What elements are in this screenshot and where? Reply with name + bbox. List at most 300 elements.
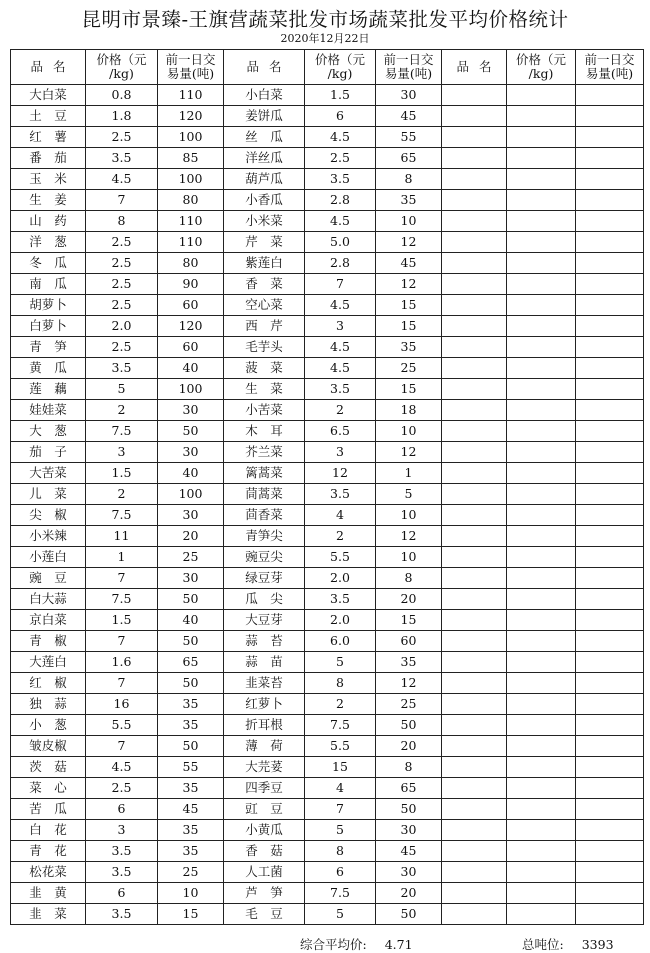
- cell-price: 2.5: [86, 274, 158, 295]
- cell-volume: 50: [376, 715, 442, 736]
- cell-price: 5.0: [305, 232, 376, 253]
- cell-price: 5: [305, 820, 376, 841]
- cell-name: 小苦菜: [224, 400, 305, 421]
- cell-volume: 8: [376, 757, 442, 778]
- cell-volume: 60: [376, 631, 442, 652]
- cell-volume: 50: [376, 904, 442, 925]
- cell-volume: 50: [158, 631, 224, 652]
- cell-empty: [507, 379, 576, 400]
- cell-empty: [442, 673, 507, 694]
- table-row: [11, 526, 644, 547]
- cell-empty: [576, 547, 644, 568]
- cell-price: 4.5: [305, 295, 376, 316]
- table-row: [11, 106, 644, 127]
- cell-name: 大苦菜: [11, 463, 86, 484]
- cell-empty: [442, 358, 507, 379]
- cell-volume: 40: [158, 610, 224, 631]
- cell-empty: [442, 421, 507, 442]
- cell-empty: [507, 778, 576, 799]
- cell-empty: [442, 253, 507, 274]
- cell-empty: [507, 610, 576, 631]
- cell-name: 四季豆: [224, 778, 305, 799]
- cell-volume: 15: [376, 295, 442, 316]
- cell-volume: 8: [376, 568, 442, 589]
- table-row: [11, 820, 644, 841]
- header-row: [11, 50, 644, 85]
- cell-volume: 50: [158, 421, 224, 442]
- cell-price: 2.5: [86, 127, 158, 148]
- cell-volume: 45: [376, 253, 442, 274]
- cell-name: 韭 黄: [11, 883, 86, 904]
- cell-name: 大白菜: [11, 85, 86, 106]
- price-table: [10, 49, 644, 925]
- cell-empty: [442, 610, 507, 631]
- cell-name: 芹 菜: [224, 232, 305, 253]
- cell-name: 土 豆: [11, 106, 86, 127]
- cell-name: 大 葱: [11, 421, 86, 442]
- cell-name: 篱蒿菜: [224, 463, 305, 484]
- cell-volume: 35: [376, 190, 442, 211]
- cell-empty: [576, 505, 644, 526]
- cell-empty: [442, 715, 507, 736]
- cell-name: 小米菜: [224, 211, 305, 232]
- cell-empty: [507, 694, 576, 715]
- cell-price: 7.5: [305, 715, 376, 736]
- cell-name: 儿 菜: [11, 484, 86, 505]
- cell-name: 白 花: [11, 820, 86, 841]
- cell-volume: 1: [376, 463, 442, 484]
- cell-name: 小香瓜: [224, 190, 305, 211]
- cell-empty: [576, 169, 644, 190]
- cell-name: 大豆芽: [224, 610, 305, 631]
- cell-volume: 10: [158, 883, 224, 904]
- table-row: [11, 421, 644, 442]
- cell-name: 青 花: [11, 841, 86, 862]
- cell-volume: 12: [376, 232, 442, 253]
- cell-empty: [576, 694, 644, 715]
- cell-empty: [576, 127, 644, 148]
- cell-empty: [576, 442, 644, 463]
- cell-name: 人工菌: [224, 862, 305, 883]
- cell-price: 2.5: [305, 148, 376, 169]
- cell-volume: 8: [376, 169, 442, 190]
- cell-volume: 12: [376, 526, 442, 547]
- cell-name: 薄 荷: [224, 736, 305, 757]
- cell-empty: [576, 610, 644, 631]
- cell-name: 南 瓜: [11, 274, 86, 295]
- cell-price: 4.5: [305, 127, 376, 148]
- cell-name: 洋丝瓜: [224, 148, 305, 169]
- cell-empty: [507, 442, 576, 463]
- cell-empty: [507, 421, 576, 442]
- cell-empty: [576, 253, 644, 274]
- cell-volume: 35: [158, 715, 224, 736]
- cell-price: 6.0: [305, 631, 376, 652]
- cell-name: 豇 豆: [224, 799, 305, 820]
- cell-empty: [507, 505, 576, 526]
- cell-volume: 15: [376, 316, 442, 337]
- cell-empty: [507, 148, 576, 169]
- cell-price: 2: [305, 694, 376, 715]
- cell-volume: 20: [376, 883, 442, 904]
- cell-empty: [576, 85, 644, 106]
- cell-name: 小米辣: [11, 526, 86, 547]
- cell-empty: [576, 862, 644, 883]
- cell-name: 折耳根: [224, 715, 305, 736]
- cell-empty: [576, 820, 644, 841]
- cell-name: 小 葱: [11, 715, 86, 736]
- cell-price: 3.5: [86, 358, 158, 379]
- cell-empty: [442, 778, 507, 799]
- cell-name: 菠 菜: [224, 358, 305, 379]
- cell-empty: [507, 463, 576, 484]
- table-row: [11, 442, 644, 463]
- cell-price: 7: [305, 799, 376, 820]
- cell-volume: 35: [158, 820, 224, 841]
- cell-name: 豌 豆: [11, 568, 86, 589]
- cell-name: 尖 椒: [11, 505, 86, 526]
- table-row: [11, 316, 644, 337]
- cell-empty: [507, 883, 576, 904]
- table-row: [11, 505, 644, 526]
- cell-name: 韭菜苔: [224, 673, 305, 694]
- cell-name: 青 椒: [11, 631, 86, 652]
- cell-empty: [442, 148, 507, 169]
- cell-price: 5.5: [305, 547, 376, 568]
- cell-empty: [576, 631, 644, 652]
- cell-name: 茴香菜: [224, 505, 305, 526]
- cell-price: 6: [305, 862, 376, 883]
- table-row: [11, 484, 644, 505]
- table-row: [11, 715, 644, 736]
- cell-volume: 100: [158, 127, 224, 148]
- cell-name: 西 芹: [224, 316, 305, 337]
- cell-empty: [507, 253, 576, 274]
- cell-empty: [507, 799, 576, 820]
- cell-price: 1.5: [86, 610, 158, 631]
- cell-name: 瓜 尖: [224, 589, 305, 610]
- table-row: [11, 694, 644, 715]
- cell-empty: [507, 736, 576, 757]
- cell-volume: 45: [376, 106, 442, 127]
- cell-price: 5: [86, 379, 158, 400]
- cell-price: 7.5: [86, 505, 158, 526]
- cell-price: 2.0: [305, 568, 376, 589]
- table-row: [11, 190, 644, 211]
- table-row: [11, 673, 644, 694]
- cell-empty: [442, 379, 507, 400]
- cell-volume: 30: [158, 568, 224, 589]
- cell-name: 茄 子: [11, 442, 86, 463]
- cell-empty: [507, 862, 576, 883]
- cell-volume: 35: [158, 841, 224, 862]
- cell-empty: [507, 568, 576, 589]
- cell-empty: [576, 589, 644, 610]
- cell-price: 1.8: [86, 106, 158, 127]
- cell-empty: [507, 841, 576, 862]
- average-price-label: 综合平均价:: [300, 937, 367, 952]
- cell-price: 8: [305, 673, 376, 694]
- cell-volume: 35: [158, 694, 224, 715]
- header-name: 品名: [442, 50, 507, 85]
- table-row: [11, 883, 644, 904]
- table-body: [11, 85, 644, 925]
- cell-empty: [442, 568, 507, 589]
- cell-empty: [507, 631, 576, 652]
- cell-name: 胡萝卜: [11, 295, 86, 316]
- cell-name: 皱皮椒: [11, 736, 86, 757]
- table-row: [11, 799, 644, 820]
- cell-volume: 30: [376, 85, 442, 106]
- cell-empty: [442, 799, 507, 820]
- cell-name: 玉 米: [11, 169, 86, 190]
- table-row: [11, 253, 644, 274]
- cell-price: 2.0: [86, 316, 158, 337]
- cell-volume: 35: [376, 652, 442, 673]
- cell-empty: [442, 883, 507, 904]
- total-tonnage-label: 总吨位:: [522, 937, 564, 952]
- cell-empty: [442, 316, 507, 337]
- cell-empty: [442, 190, 507, 211]
- cell-empty: [576, 904, 644, 925]
- cell-volume: 90: [158, 274, 224, 295]
- cell-empty: [507, 526, 576, 547]
- cell-empty: [576, 337, 644, 358]
- table-row: [11, 169, 644, 190]
- cell-volume: 30: [376, 862, 442, 883]
- cell-name: 洋 葱: [11, 232, 86, 253]
- cell-empty: [442, 841, 507, 862]
- cell-price: 4: [305, 505, 376, 526]
- cell-empty: [442, 757, 507, 778]
- cell-price: 5.5: [86, 715, 158, 736]
- table-row: [11, 589, 644, 610]
- cell-volume: 12: [376, 673, 442, 694]
- cell-price: 3: [305, 442, 376, 463]
- cell-price: 2.8: [305, 190, 376, 211]
- cell-name: 青 笋: [11, 337, 86, 358]
- cell-empty: [576, 421, 644, 442]
- cell-empty: [442, 463, 507, 484]
- header-price: 价格（元 /kg): [305, 50, 376, 85]
- cell-price: 3.5: [86, 904, 158, 925]
- cell-volume: 35: [158, 778, 224, 799]
- cell-volume: 45: [158, 799, 224, 820]
- cell-price: 2: [305, 526, 376, 547]
- cell-empty: [507, 295, 576, 316]
- cell-empty: [442, 274, 507, 295]
- cell-name: 葫芦瓜: [224, 169, 305, 190]
- table-row: [11, 211, 644, 232]
- table-row: [11, 85, 644, 106]
- cell-empty: [576, 715, 644, 736]
- table-row: [11, 841, 644, 862]
- cell-volume: 40: [158, 358, 224, 379]
- cell-name: 生 菜: [224, 379, 305, 400]
- cell-name: 芥兰菜: [224, 442, 305, 463]
- cell-volume: 100: [158, 169, 224, 190]
- cell-price: 1.6: [86, 652, 158, 673]
- cell-empty: [442, 547, 507, 568]
- cell-name: 茨 菇: [11, 757, 86, 778]
- header-volume: 前一日交 易量(吨): [376, 50, 442, 85]
- cell-empty: [576, 673, 644, 694]
- cell-price: 7.5: [86, 589, 158, 610]
- cell-price: 6: [305, 106, 376, 127]
- cell-empty: [576, 232, 644, 253]
- cell-empty: [442, 820, 507, 841]
- cell-empty: [507, 85, 576, 106]
- cell-name: 蒜 苗: [224, 652, 305, 673]
- cell-empty: [507, 169, 576, 190]
- cell-price: 7.5: [305, 883, 376, 904]
- cell-price: 3: [86, 820, 158, 841]
- cell-volume: 10: [376, 421, 442, 442]
- table-row: [11, 127, 644, 148]
- cell-price: 7: [305, 274, 376, 295]
- cell-name: 红萝卜: [224, 694, 305, 715]
- cell-empty: [442, 526, 507, 547]
- cell-price: 15: [305, 757, 376, 778]
- cell-empty: [507, 316, 576, 337]
- cell-volume: 10: [376, 211, 442, 232]
- cell-empty: [507, 820, 576, 841]
- cell-volume: 80: [158, 253, 224, 274]
- cell-price: 4.5: [305, 211, 376, 232]
- cell-name: 松花菜: [11, 862, 86, 883]
- cell-empty: [507, 589, 576, 610]
- cell-name: 毛 豆: [224, 904, 305, 925]
- cell-name: 苦 瓜: [11, 799, 86, 820]
- cell-name: 茼蒿菜: [224, 484, 305, 505]
- cell-volume: 120: [158, 106, 224, 127]
- cell-volume: 65: [376, 778, 442, 799]
- cell-price: 2: [305, 400, 376, 421]
- cell-name: 京白菜: [11, 610, 86, 631]
- cell-empty: [576, 736, 644, 757]
- cell-volume: 25: [376, 694, 442, 715]
- cell-volume: 100: [158, 484, 224, 505]
- cell-price: 2: [86, 484, 158, 505]
- cell-name: 芦 笋: [224, 883, 305, 904]
- cell-name: 蒜 苔: [224, 631, 305, 652]
- header-price: 价格（元 /kg): [507, 50, 576, 85]
- table-row: [11, 337, 644, 358]
- table-row: [11, 274, 644, 295]
- cell-volume: 30: [158, 442, 224, 463]
- cell-price: 6: [86, 799, 158, 820]
- cell-empty: [507, 652, 576, 673]
- cell-empty: [507, 232, 576, 253]
- cell-price: 1.5: [305, 85, 376, 106]
- cell-price: 2.5: [86, 232, 158, 253]
- table-row: [11, 610, 644, 631]
- cell-price: 2.5: [86, 253, 158, 274]
- cell-volume: 10: [376, 505, 442, 526]
- cell-volume: 20: [376, 589, 442, 610]
- table-row: [11, 736, 644, 757]
- cell-price: 5.5: [305, 736, 376, 757]
- cell-volume: 20: [376, 736, 442, 757]
- cell-empty: [576, 526, 644, 547]
- cell-empty: [576, 799, 644, 820]
- cell-price: 3.5: [305, 484, 376, 505]
- cell-empty: [576, 295, 644, 316]
- cell-price: 16: [86, 694, 158, 715]
- cell-empty: [442, 862, 507, 883]
- cell-name: 白萝卜: [11, 316, 86, 337]
- report-date: 2020年12月22日: [280, 32, 370, 45]
- cell-volume: 50: [376, 799, 442, 820]
- table-row: [11, 379, 644, 400]
- cell-volume: 5: [376, 484, 442, 505]
- cell-empty: [442, 106, 507, 127]
- cell-price: 6: [86, 883, 158, 904]
- cell-empty: [576, 841, 644, 862]
- table-row: [11, 358, 644, 379]
- cell-volume: 50: [158, 736, 224, 757]
- table-row: [11, 757, 644, 778]
- cell-name: 莲 藕: [11, 379, 86, 400]
- cell-price: 8: [86, 211, 158, 232]
- cell-volume: 50: [158, 589, 224, 610]
- cell-price: 3.5: [305, 589, 376, 610]
- cell-volume: 65: [158, 652, 224, 673]
- cell-price: 6.5: [305, 421, 376, 442]
- cell-name: 丝 瓜: [224, 127, 305, 148]
- cell-volume: 60: [158, 337, 224, 358]
- table-row: [11, 463, 644, 484]
- cell-volume: 45: [376, 841, 442, 862]
- cell-name: 红 椒: [11, 673, 86, 694]
- total-tonnage-value: 3393: [581, 937, 614, 952]
- cell-price: 3.5: [86, 862, 158, 883]
- cell-volume: 110: [158, 85, 224, 106]
- cell-empty: [442, 484, 507, 505]
- cell-empty: [507, 358, 576, 379]
- cell-empty: [442, 589, 507, 610]
- cell-price: 2.5: [86, 295, 158, 316]
- table-row: [11, 295, 644, 316]
- cell-empty: [442, 652, 507, 673]
- cell-price: 8: [305, 841, 376, 862]
- table-row: [11, 148, 644, 169]
- cell-volume: 30: [158, 505, 224, 526]
- cell-empty: [442, 127, 507, 148]
- table-row: [11, 232, 644, 253]
- cell-empty: [442, 694, 507, 715]
- cell-volume: 15: [158, 904, 224, 925]
- cell-name: 独 蒜: [11, 694, 86, 715]
- cell-volume: 80: [158, 190, 224, 211]
- cell-volume: 18: [376, 400, 442, 421]
- cell-name: 韭 菜: [11, 904, 86, 925]
- cell-empty: [507, 274, 576, 295]
- cell-volume: 65: [376, 148, 442, 169]
- cell-name: 冬 瓜: [11, 253, 86, 274]
- cell-empty: [442, 400, 507, 421]
- cell-name: 大莲白: [11, 652, 86, 673]
- cell-empty: [576, 379, 644, 400]
- cell-name: 木 耳: [224, 421, 305, 442]
- cell-volume: 10: [376, 547, 442, 568]
- cell-price: 3.5: [305, 379, 376, 400]
- cell-price: 7: [86, 736, 158, 757]
- cell-volume: 25: [158, 862, 224, 883]
- cell-volume: 15: [376, 379, 442, 400]
- cell-name: 豌豆尖: [224, 547, 305, 568]
- cell-empty: [507, 673, 576, 694]
